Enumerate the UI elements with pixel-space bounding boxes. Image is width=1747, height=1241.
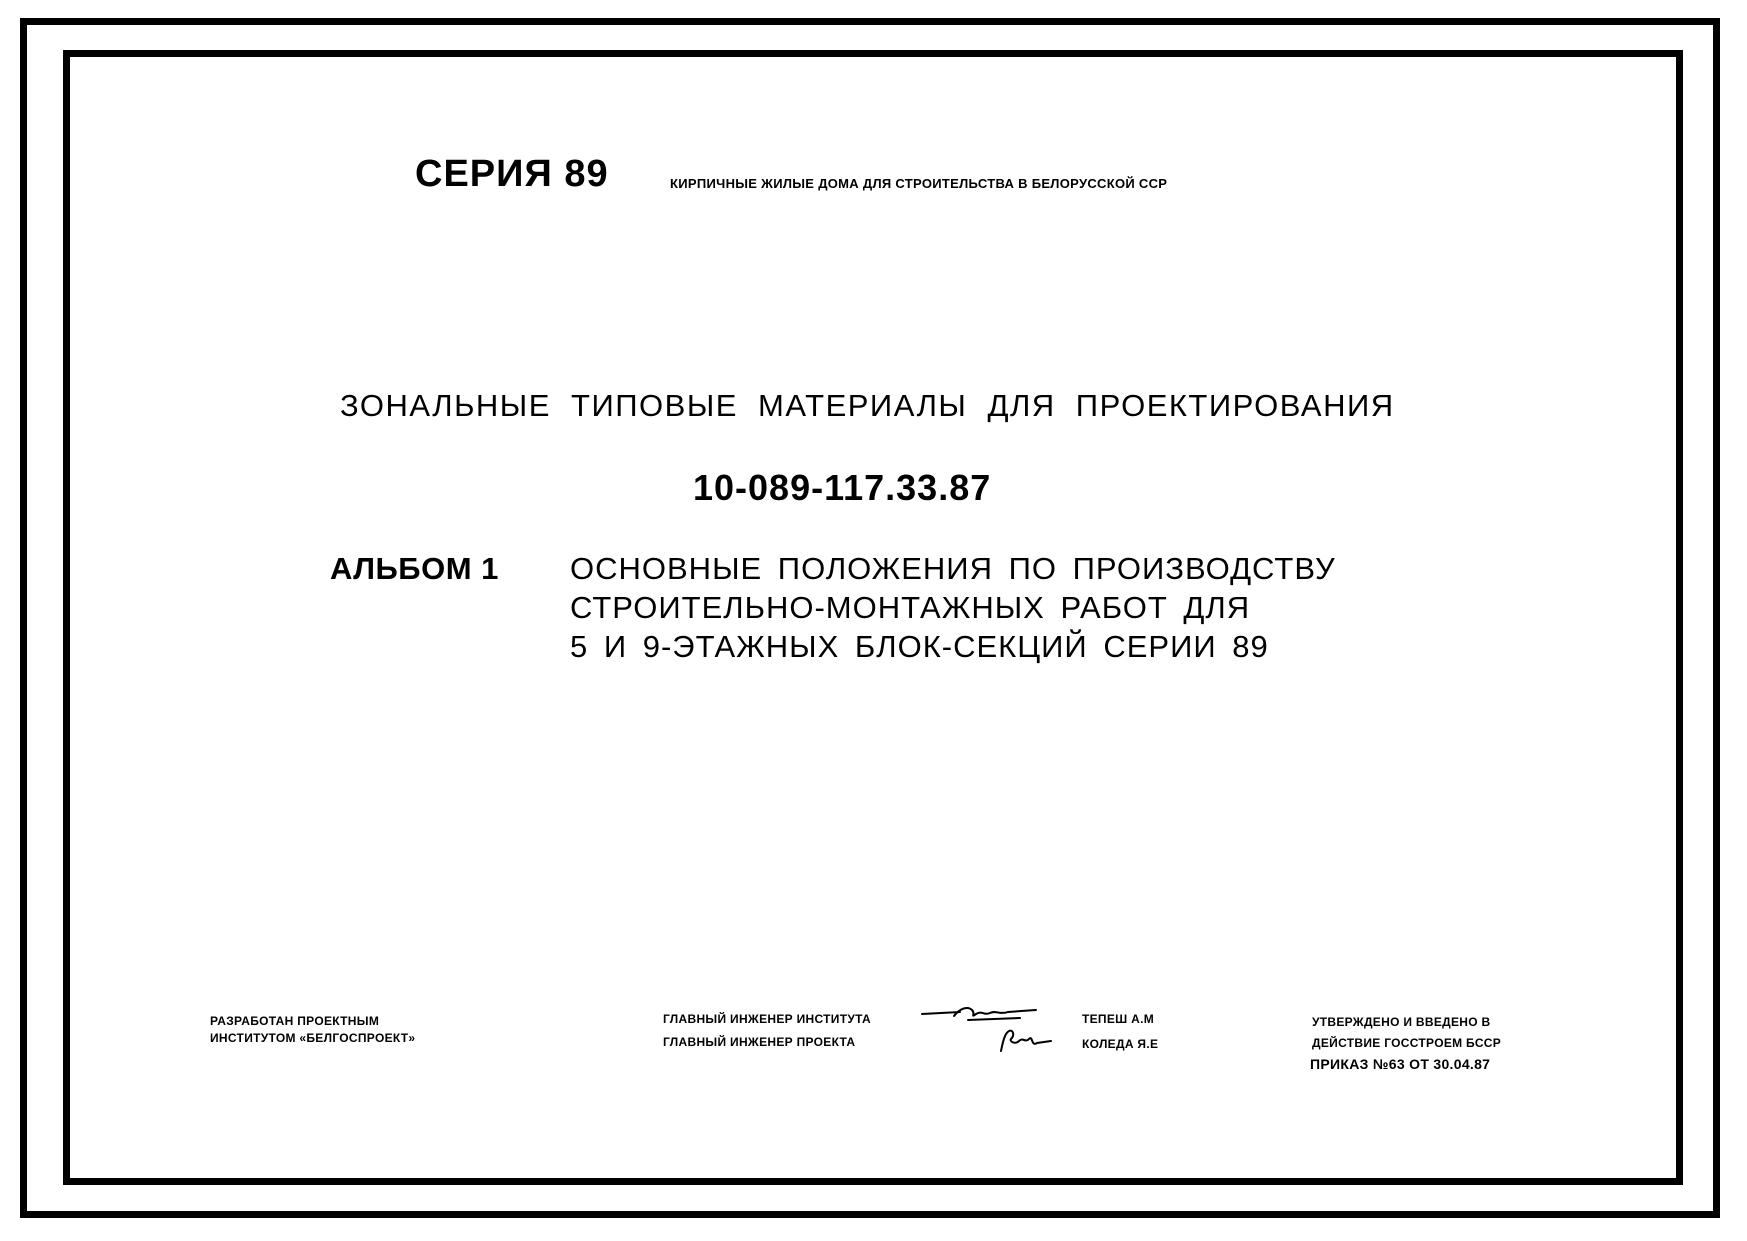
approval-line: ДЕЙСТВИЕ ГОССТРОЕМ БССР (1312, 1036, 1502, 1050)
main-heading: ЗОНАЛЬНЫЕ ТИПОВЫЕ МАТЕРИАЛЫ ДЛЯ ПРОЕКТИРОВАНИЯ (340, 388, 1395, 423)
chief-engineer-project-name: КОЛЕДА Я.Е (1082, 1037, 1159, 1051)
approval-line: УТВЕРЖДЕНО И ВВЕДЕНО В (1312, 1015, 1491, 1029)
series-title: СЕРИЯ 89 (415, 153, 609, 195)
developer-line: РАЗРАБОТАН ПРОЕКТНЫМ (210, 1014, 380, 1028)
chief-engineer-institute-name: ТЕПЕШ А.М (1082, 1012, 1155, 1026)
document-code: 10-089-117.33.87 (693, 467, 992, 508)
developer-line: ИНСТИТУТОМ «БЕЛГОСПРОЕКТ» (210, 1031, 416, 1045)
album-label: АЛЬБОМ 1 (330, 551, 499, 586)
approval-order-line: ПРИКАЗ №63 ОТ 30.04.87 (1310, 1056, 1491, 1072)
chief-engineer-institute-label: ГЛАВНЫЙ ИНЖЕНЕР ИНСТИТУТА (663, 1012, 871, 1026)
album-title-line: СТРОИТЕЛЬНО-МОНТАЖНЫХ РАБОТ ДЛЯ (570, 590, 1251, 625)
album-title-line: ОСНОВНЫЕ ПОЛОЖЕНИЯ ПО ПРОИЗВОДСТВУ (570, 551, 1336, 586)
signature-icon (920, 1000, 1040, 1026)
series-subtitle: КИРПИЧНЫЕ ЖИЛЫЕ ДОМА ДЛЯ СТРОИТЕЛЬСТВА В БЕЛОРУССКОЙ ССР (670, 176, 1168, 191)
signature-icon (995, 1025, 1055, 1055)
album-title-line: 5 И 9-ЭТАЖНЫХ БЛОК-СЕКЦИЙ СЕРИИ 89 (570, 629, 1269, 664)
chief-engineer-project-label: ГЛАВНЫЙ ИНЖЕНЕР ПРОЕКТА (663, 1035, 856, 1049)
